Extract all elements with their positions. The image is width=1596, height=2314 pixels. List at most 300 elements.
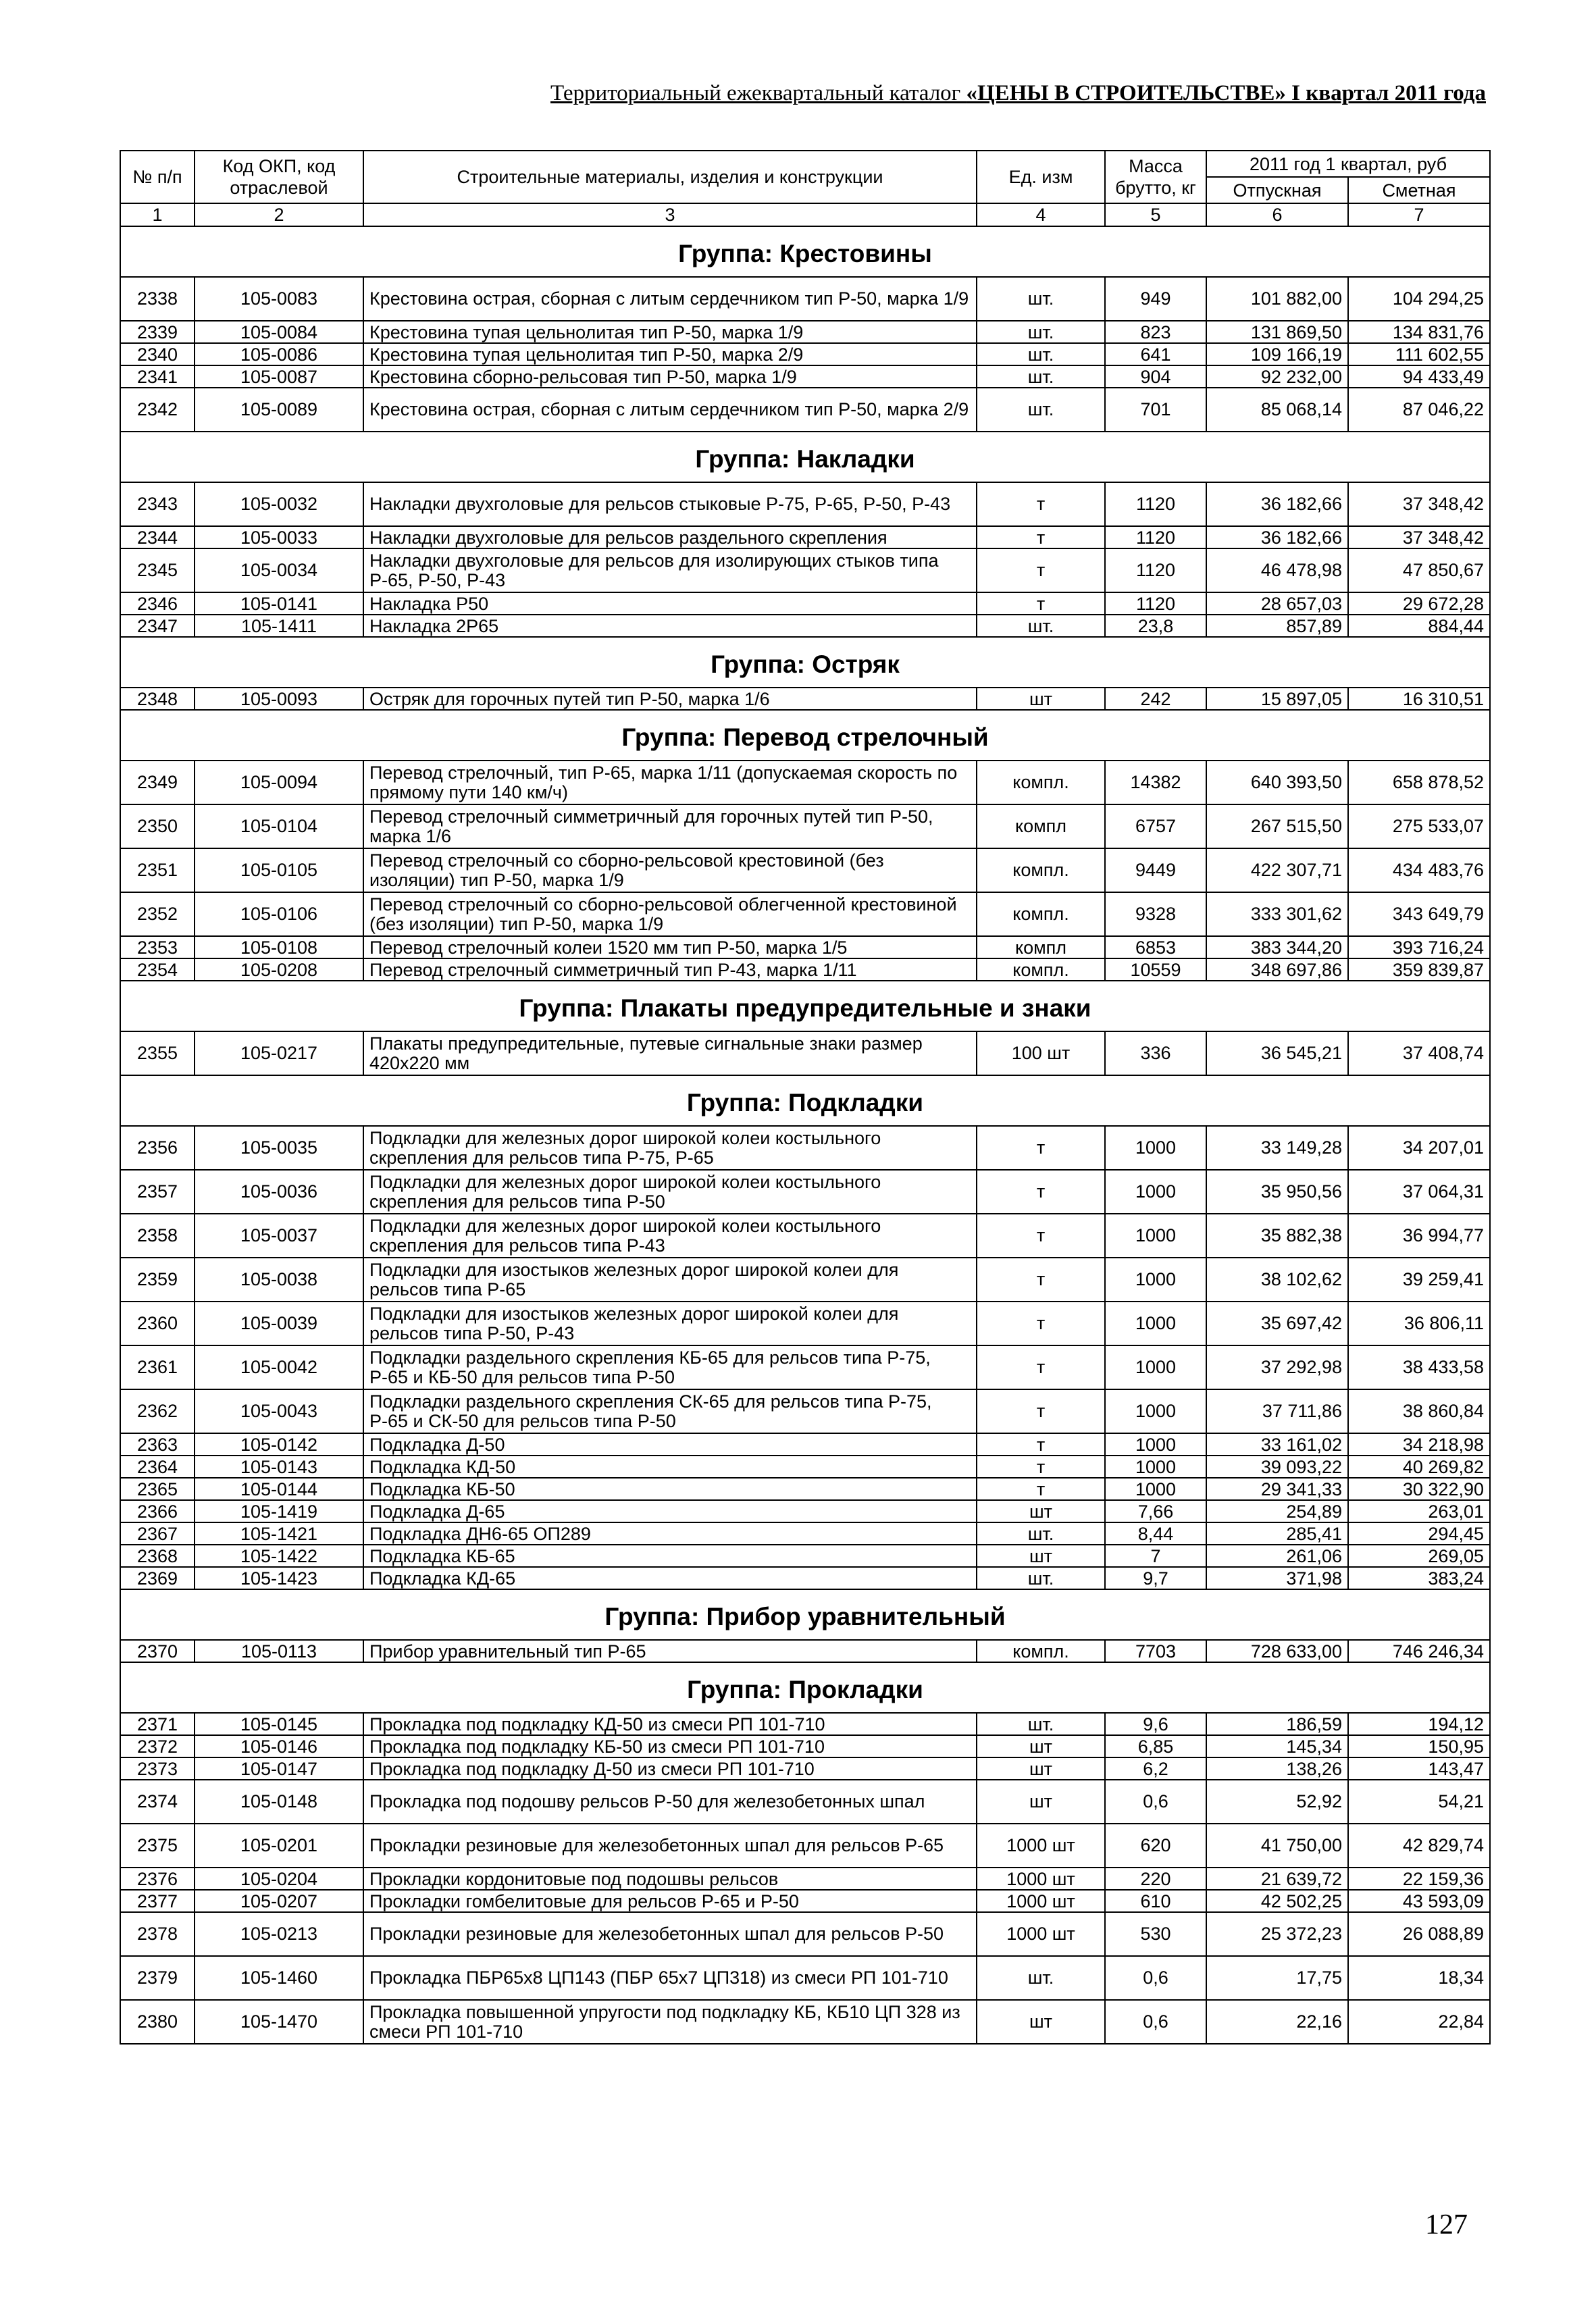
row-unit: компл. [977,761,1105,804]
row-code: 105-1421 [195,1522,363,1545]
row-name: Накладки двухголовые для рельсов раздельного скрепления [363,526,977,548]
row-name: Прокладки гомбелитовые для рельсов Р-65 и Р-50 [363,1890,977,1912]
row-release-price: 29 341,33 [1206,1478,1348,1500]
page-number: 127 [1425,2209,1468,2240]
column-number: 2 [195,203,363,226]
table-row [120,892,1490,936]
row-unit: шт. [977,1567,1105,1589]
table-row [120,1214,1490,1258]
row-release-price: 37 292,98 [1206,1345,1348,1389]
row-estimate-price: 54,21 [1348,1780,1490,1824]
column-number: 4 [977,203,1105,226]
row-number: 2362 [120,1389,195,1433]
row-number: 2364 [120,1456,195,1478]
row-code: 105-0113 [195,1640,363,1662]
row-name: Крестовина острая, сборная с литым сердечником тип Р-50, марка 2/9 [363,388,977,432]
row-estimate-price: 746 246,34 [1348,1640,1490,1662]
row-release-price: 186,59 [1206,1713,1348,1735]
table-row [120,1780,1490,1824]
row-name: Подкладка ДН6-65 ОП289 [363,1522,977,1545]
row-number: 2356 [120,1126,195,1170]
row-estimate-price: 94 433,49 [1348,365,1490,388]
header-price-group: 2011 год 1 квартал, руб [1206,151,1490,177]
table-row [120,1713,1490,1735]
row-release-price: 333 301,62 [1206,892,1348,936]
row-mass: 701 [1105,388,1206,432]
row-code: 105-0038 [195,1258,363,1302]
row-name: Подкладки для изостыков железных дорог широкой колеи для рельсов типа Р-65 [363,1258,977,1302]
row-release-price: 33 149,28 [1206,1126,1348,1170]
row-estimate-price: 37 408,74 [1348,1031,1490,1075]
row-unit: компл. [977,958,1105,981]
row-name: Подкладка Д-50 [363,1433,977,1456]
row-number: 2355 [120,1031,195,1075]
row-code: 105-0032 [195,482,363,526]
table-row [120,343,1490,365]
row-mass: 1000 [1105,1258,1206,1302]
row-code: 105-0144 [195,1478,363,1500]
row-name: Перевод стрелочный, тип Р-65, марка 1/11 (допускаемая скорость по прямому пути 140 км/ч) [363,761,977,804]
row-estimate-price: 343 649,79 [1348,892,1490,936]
row-name: Прокладка под подкладку Д-50 из смеси РП 101-710 [363,1757,977,1780]
row-name: Прокладка повышенной упругости под подкладку КБ, КБ10 ЦП 328 из смеси РП 101-710 [363,2000,977,2044]
group-title: Группа: Накладки [120,432,1490,482]
group-title: Группа: Плакаты предупредительные и знаки [120,981,1490,1031]
row-number: 2343 [120,482,195,526]
row-release-price: 145,34 [1206,1735,1348,1757]
row-number: 2346 [120,592,195,615]
row-release-price: 285,41 [1206,1522,1348,1545]
row-number: 2357 [120,1170,195,1214]
row-mass: 641 [1105,343,1206,365]
row-code: 105-0201 [195,1824,363,1868]
group-header-row [120,1589,1490,1640]
table-row [120,848,1490,892]
row-release-price: 254,89 [1206,1500,1348,1522]
row-release-price: 41 750,00 [1206,1824,1348,1868]
row-release-price: 33 161,02 [1206,1433,1348,1456]
row-estimate-price: 42 829,74 [1348,1824,1490,1868]
row-mass: 1120 [1105,592,1206,615]
row-code: 105-0104 [195,804,363,848]
row-unit: 1000 шт [977,1868,1105,1890]
header-estimate-price: Сметная [1348,177,1490,203]
row-release-price: 36 545,21 [1206,1031,1348,1075]
row-estimate-price: 37 064,31 [1348,1170,1490,1214]
row-number: 2345 [120,548,195,592]
row-estimate-price: 884,44 [1348,615,1490,637]
row-estimate-price: 111 602,55 [1348,343,1490,365]
row-release-price: 261,06 [1206,1545,1348,1567]
row-number: 2339 [120,321,195,343]
row-code: 105-0036 [195,1170,363,1214]
table-row [120,1912,1490,1956]
row-mass: 1120 [1105,548,1206,592]
row-code: 105-0083 [195,277,363,321]
price-table [120,150,1491,2045]
row-code: 105-0143 [195,1456,363,1478]
table-row [120,1956,1490,2000]
row-release-price: 36 182,66 [1206,482,1348,526]
row-release-price: 37 711,86 [1206,1389,1348,1433]
row-estimate-price: 34 207,01 [1348,1126,1490,1170]
header-mass: Масса брутто, кг [1105,151,1206,203]
row-unit: компл. [977,1640,1105,1662]
row-estimate-price: 269,05 [1348,1545,1490,1567]
row-code: 105-0106 [195,892,363,936]
row-release-price: 728 633,00 [1206,1640,1348,1662]
row-unit: т [977,1302,1105,1345]
row-unit: 1000 шт [977,1912,1105,1956]
row-name: Подкладка Д-65 [363,1500,977,1522]
row-code: 105-1423 [195,1567,363,1589]
row-mass: 949 [1105,277,1206,321]
row-number: 2367 [120,1522,195,1545]
row-unit: т [977,482,1105,526]
row-code: 105-0043 [195,1389,363,1433]
row-unit: шт. [977,365,1105,388]
row-estimate-price: 18,34 [1348,1956,1490,2000]
row-code: 105-0035 [195,1126,363,1170]
row-unit: шт. [977,277,1105,321]
row-unit: шт [977,1780,1105,1824]
table-row [120,2000,1490,2044]
row-code: 105-0037 [195,1214,363,1258]
table-row [120,1640,1490,1662]
row-number: 2340 [120,343,195,365]
header-name: Строительные материалы, изделия и конструкции [363,151,977,203]
row-estimate-price: 275 533,07 [1348,804,1490,848]
page-header [473,80,1486,107]
row-mass: 9,7 [1105,1567,1206,1589]
row-unit: т [977,1345,1105,1389]
row-number: 2342 [120,388,195,432]
row-estimate-price: 37 348,42 [1348,482,1490,526]
row-code: 105-0093 [195,688,363,710]
row-mass: 1000 [1105,1433,1206,1456]
row-estimate-price: 38 860,84 [1348,1389,1490,1433]
row-name: Перевод стрелочный колеи 1520 мм тип Р-50, марка 1/5 [363,936,977,958]
row-unit: шт [977,1545,1105,1567]
column-number: 1 [120,203,195,226]
row-name: Подкладки для железных дорог широкой колеи костыльного скрепления для рельсов типа Р-75, Р-65 [363,1126,977,1170]
table-row [120,804,1490,848]
row-mass: 0,6 [1105,1956,1206,2000]
row-number: 2347 [120,615,195,637]
row-release-price: 422 307,71 [1206,848,1348,892]
row-estimate-price: 359 839,87 [1348,958,1490,981]
group-title: Группа: Перевод стрелочный [120,710,1490,761]
table-row [120,1545,1490,1567]
row-estimate-price: 36 994,77 [1348,1214,1490,1258]
row-mass: 1000 [1105,1345,1206,1389]
row-number: 2376 [120,1868,195,1890]
row-release-price: 46 478,98 [1206,548,1348,592]
row-number: 2370 [120,1640,195,1662]
row-mass: 14382 [1105,761,1206,804]
row-number: 2373 [120,1757,195,1780]
row-unit: шт [977,1735,1105,1757]
row-estimate-price: 194,12 [1348,1713,1490,1735]
table-row [120,761,1490,804]
row-number: 2351 [120,848,195,892]
row-estimate-price: 26 088,89 [1348,1912,1490,1956]
row-name: Плакаты предупредительные, путевые сигнальные знаки размер 420х220 мм [363,1031,977,1075]
row-release-price: 101 882,00 [1206,277,1348,321]
row-name: Накладка Р50 [363,592,977,615]
row-mass: 1000 [1105,1478,1206,1500]
row-mass: 9328 [1105,892,1206,936]
row-name: Прокладки кордонитовые под подошвы рельсов [363,1868,977,1890]
row-release-price: 92 232,00 [1206,365,1348,388]
table-row [120,615,1490,637]
row-number: 2378 [120,1912,195,1956]
row-estimate-price: 39 259,41 [1348,1258,1490,1302]
table-row [120,1126,1490,1170]
row-mass: 7 [1105,1545,1206,1567]
row-estimate-price: 104 294,25 [1348,277,1490,321]
row-mass: 1000 [1105,1170,1206,1214]
group-title: Группа: Подкладки [120,1075,1490,1126]
row-mass: 610 [1105,1890,1206,1912]
table-row [120,1890,1490,1912]
row-name: Прокладка под подкладку КБ-50 из смеси РП 101-710 [363,1735,977,1757]
row-release-price: 383 344,20 [1206,936,1348,958]
table-row [120,936,1490,958]
row-name: Перевод стрелочный со сборно-рельсовой облегченной крестовиной (без изоляции) тип Р-50, марка 1/9 [363,892,977,936]
group-title: Группа: Прибор уравнительный [120,1589,1490,1640]
row-release-price: 138,26 [1206,1757,1348,1780]
table-row [120,365,1490,388]
row-code: 105-0033 [195,526,363,548]
row-name: Остряк для горочных путей тип Р-50, марка 1/6 [363,688,977,710]
row-name: Прокладка под подкладку КД-50 из смеси РП 101-710 [363,1713,977,1735]
group-header-row [120,710,1490,761]
group-header-row [120,226,1490,277]
row-unit: шт. [977,321,1105,343]
row-number: 2371 [120,1713,195,1735]
table-row [120,1345,1490,1389]
row-name: Подкладка КБ-50 [363,1478,977,1500]
row-code: 105-0094 [195,761,363,804]
row-number: 2344 [120,526,195,548]
column-numbers-row [120,203,1490,226]
row-mass: 0,6 [1105,1780,1206,1824]
row-code: 105-1411 [195,615,363,637]
row-estimate-price: 393 716,24 [1348,936,1490,958]
row-release-price: 857,89 [1206,615,1348,637]
group-header-row [120,637,1490,688]
row-mass: 1000 [1105,1126,1206,1170]
row-code: 105-0217 [195,1031,363,1075]
row-unit: шт [977,2000,1105,2044]
row-mass: 6853 [1105,936,1206,958]
table-body [120,226,1490,2044]
group-header-row [120,1075,1490,1126]
row-mass: 9449 [1105,848,1206,892]
row-number: 2369 [120,1567,195,1589]
group-header-row [120,432,1490,482]
row-number: 2359 [120,1258,195,1302]
row-name: Подкладки для железных дорог широкой колеи костыльного скрепления для рельсов типа Р-50 [363,1170,977,1214]
row-code: 105-0213 [195,1912,363,1956]
row-number: 2360 [120,1302,195,1345]
row-unit: шт. [977,343,1105,365]
table-row [120,482,1490,526]
row-number: 2366 [120,1500,195,1522]
table-row [120,526,1490,548]
row-number: 2379 [120,1956,195,2000]
row-name: Подкладки раздельного скрепления КБ-65 для рельсов типа Р-75, Р-65 и КБ-50 для рельсов типа Р-50 [363,1345,977,1389]
row-code: 105-0087 [195,365,363,388]
table-row [120,277,1490,321]
row-name: Накладки двухголовые для рельсов стыковые Р-75, Р-65, Р-50, Р-43 [363,482,977,526]
row-release-price: 52,92 [1206,1780,1348,1824]
column-number: 6 [1206,203,1348,226]
row-code: 105-1422 [195,1545,363,1567]
row-number: 2358 [120,1214,195,1258]
table-row [120,1031,1490,1075]
row-name: Прокладки резиновые для железобетонных шпал для рельсов Р-65 [363,1824,977,1868]
row-code: 105-0204 [195,1868,363,1890]
row-mass: 6,85 [1105,1735,1206,1757]
table-row [120,1757,1490,1780]
table-row [120,1868,1490,1890]
table-row [120,688,1490,710]
row-number: 2353 [120,936,195,958]
row-code: 105-0207 [195,1890,363,1912]
row-unit: шт [977,1500,1105,1522]
row-estimate-price: 16 310,51 [1348,688,1490,710]
row-release-price: 371,98 [1206,1567,1348,1589]
row-unit: компл [977,936,1105,958]
row-release-price: 267 515,50 [1206,804,1348,848]
row-mass: 336 [1105,1031,1206,1075]
row-name: Прокладки резиновые для железобетонных шпал для рельсов Р-50 [363,1912,977,1956]
table-row [120,958,1490,981]
row-release-price: 22,16 [1206,2000,1348,2044]
row-number: 2350 [120,804,195,848]
row-unit: т [977,526,1105,548]
row-release-price: 21 639,72 [1206,1868,1348,1890]
row-code: 105-0147 [195,1757,363,1780]
row-unit: 100 шт [977,1031,1105,1075]
row-estimate-price: 294,45 [1348,1522,1490,1545]
row-name: Накладки двухголовые для рельсов для изолирующих стыков типа Р-65, Р-50, Р-43 [363,548,977,592]
row-number: 2338 [120,277,195,321]
row-estimate-price: 29 672,28 [1348,592,1490,615]
row-estimate-price: 150,95 [1348,1735,1490,1757]
row-release-price: 35 697,42 [1206,1302,1348,1345]
row-code: 105-0145 [195,1713,363,1735]
row-release-price: 131 869,50 [1206,321,1348,343]
row-name: Прокладка ПБР65х8 ЦП143 (ПБР 65х7 ЦП318) из смеси РП 101-710 [363,1956,977,2000]
row-number: 2368 [120,1545,195,1567]
table-row [120,548,1490,592]
row-name: Крестовина тупая цельнолитая тип Р-50, марка 1/9 [363,321,977,343]
table-row [120,1500,1490,1522]
group-header-row [120,1662,1490,1713]
row-name: Подкладка КД-50 [363,1456,977,1478]
row-number: 2375 [120,1824,195,1868]
table-row [120,1824,1490,1868]
header-num: № п/п [120,151,195,203]
table-row [120,1478,1490,1500]
row-unit: компл. [977,848,1105,892]
row-code: 105-0141 [195,592,363,615]
row-number: 2349 [120,761,195,804]
row-name: Перевод стрелочный симметричный для горочных путей тип Р-50, марка 1/6 [363,804,977,848]
table-row [120,1456,1490,1478]
row-release-price: 38 102,62 [1206,1258,1348,1302]
row-code: 105-0084 [195,321,363,343]
table-row [120,1258,1490,1302]
column-number: 3 [363,203,977,226]
row-release-price: 85 068,14 [1206,388,1348,432]
row-unit: т [977,1170,1105,1214]
row-release-price: 35 950,56 [1206,1170,1348,1214]
row-unit: 1000 шт [977,1824,1105,1868]
row-mass: 23,8 [1105,615,1206,637]
row-number: 2354 [120,958,195,981]
row-release-price: 15 897,05 [1206,688,1348,710]
row-mass: 6,2 [1105,1757,1206,1780]
row-unit: шт. [977,1522,1105,1545]
row-estimate-price: 30 322,90 [1348,1478,1490,1500]
row-estimate-price: 36 806,11 [1348,1302,1490,1345]
row-release-price: 36 182,66 [1206,526,1348,548]
row-unit: компл. [977,892,1105,936]
row-mass: 530 [1105,1912,1206,1956]
row-mass: 1000 [1105,1389,1206,1433]
row-name: Перевод стрелочный симметричный тип Р-43, марка 1/11 [363,958,977,981]
row-unit: т [977,1389,1105,1433]
row-code: 105-0034 [195,548,363,592]
table-row [120,1567,1490,1589]
row-mass: 620 [1105,1824,1206,1868]
row-mass: 1120 [1105,526,1206,548]
row-mass: 823 [1105,321,1206,343]
row-code: 105-0039 [195,1302,363,1345]
row-number: 2361 [120,1345,195,1389]
row-unit: т [977,1456,1105,1478]
row-unit: шт. [977,1956,1105,2000]
row-estimate-price: 87 046,22 [1348,388,1490,432]
header-code: Код ОКП, код отраслевой [195,151,363,203]
row-release-price: 109 166,19 [1206,343,1348,365]
row-release-price: 42 502,25 [1206,1890,1348,1912]
row-code: 105-0105 [195,848,363,892]
row-unit: т [977,1478,1105,1500]
row-estimate-price: 43 593,09 [1348,1890,1490,1912]
row-unit: т [977,1433,1105,1456]
row-estimate-price: 134 831,76 [1348,321,1490,343]
row-unit: т [977,1214,1105,1258]
row-name: Крестовина сборно-рельсовая тип Р-50, марка 1/9 [363,365,977,388]
row-release-price: 28 657,03 [1206,592,1348,615]
table-row [120,388,1490,432]
row-mass: 904 [1105,365,1206,388]
row-name: Подкладка КД-65 [363,1567,977,1589]
row-estimate-price: 34 218,98 [1348,1433,1490,1456]
row-unit: шт. [977,1713,1105,1735]
row-code: 105-1419 [195,1500,363,1522]
row-mass: 7,66 [1105,1500,1206,1522]
row-number: 2372 [120,1735,195,1757]
row-mass: 7703 [1105,1640,1206,1662]
table-row [120,321,1490,343]
group-title: Группа: Крестовины [120,226,1490,277]
